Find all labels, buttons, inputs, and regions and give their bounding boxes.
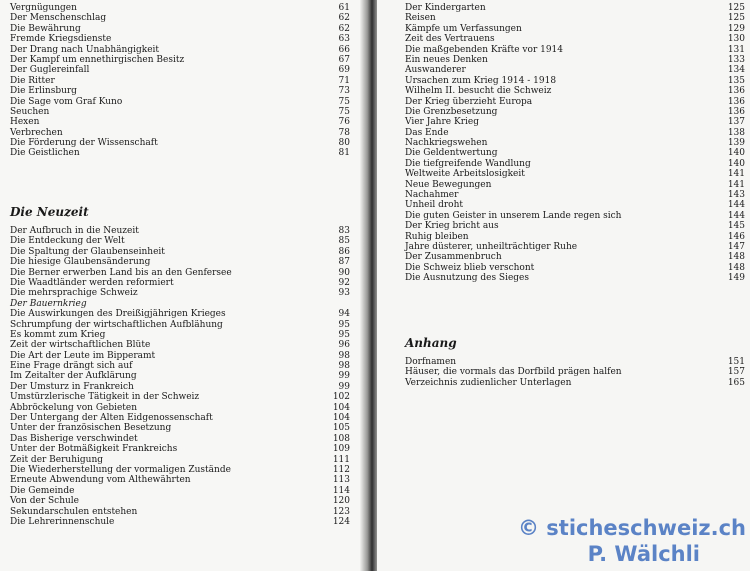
toc-entry xyxy=(405,128,745,138)
right-page xyxy=(377,0,750,571)
toc-entry-page: 67 xyxy=(338,54,350,65)
toc-entry-page: 134 xyxy=(727,65,745,76)
watermark-author: P. Wälchli xyxy=(587,542,700,566)
toc-entry-page: 140 xyxy=(727,148,745,159)
toc-entry-title: Der Drang nach Unabhängigkeit xyxy=(10,44,160,55)
toc-entry-title: Die Ritter xyxy=(10,75,55,86)
toc-entry xyxy=(10,413,350,423)
toc-entry-title: Die Geistlichen xyxy=(10,148,80,159)
toc-entry-title: Die Bewährung xyxy=(10,23,81,34)
toc-entry-title: Der Menschenschlag xyxy=(10,13,107,24)
toc-entry-title: Die Art der Leute im Bipperamt xyxy=(10,350,156,361)
toc-entry xyxy=(10,330,350,340)
toc-entry-title: Verbrechen xyxy=(10,127,63,138)
toc-entry-title: Die Entdeckung der Welt xyxy=(10,236,125,247)
toc-entry-page: 108 xyxy=(332,433,350,444)
toc-entry xyxy=(405,34,745,44)
toc-entry-title: Die Grenzbesetzung xyxy=(405,106,498,117)
toc-entry xyxy=(10,24,350,34)
toc-entry-page: 165 xyxy=(727,377,745,388)
toc-entry-title: Zeit des Vertrauens xyxy=(405,34,495,45)
toc-entry xyxy=(405,221,745,231)
toc-entry-title: Der Untergang der Alten Eidgenossenschaft xyxy=(10,413,213,424)
toc-entry-title: Die Ausnutzung des Sieges xyxy=(405,273,530,284)
toc-entry-title: Die Förderung der Wissenschaft xyxy=(10,138,158,149)
toc-entry-title: Ursachen zum Krieg 1914 - 1918 xyxy=(405,75,557,86)
toc-entry xyxy=(405,367,745,377)
toc-entry-page: 129 xyxy=(727,23,745,34)
toc-entry-page: 148 xyxy=(727,262,745,273)
toc-entry-title: Dorfnamen xyxy=(405,357,457,367)
toc-entry-page: 69 xyxy=(338,65,350,76)
toc-entry-title: Unheil droht xyxy=(405,200,464,211)
toc-entry-title: Unter der französischen Besetzung xyxy=(10,423,172,434)
toc-entry xyxy=(10,517,350,527)
toc-entry xyxy=(10,247,350,257)
toc-entry-page: 104 xyxy=(332,402,350,413)
toc-entry xyxy=(10,403,350,413)
toc-entry-page: 95 xyxy=(338,319,350,330)
toc-entry-page: 112 xyxy=(332,464,350,475)
toc-entry-page: 135 xyxy=(727,75,745,86)
watermark-copyright: © sticheschweiz.ch xyxy=(517,516,746,540)
toc-entry-title: Zeit der Beruhigung xyxy=(10,454,104,465)
toc-entry-page: 145 xyxy=(727,221,745,232)
toc-entry-title: Im Zeitalter der Aufklärung xyxy=(10,371,137,382)
toc-entry xyxy=(10,309,350,319)
toc-entry-page: 94 xyxy=(338,309,350,320)
toc-entry xyxy=(10,65,350,75)
toc-entry-page: 124 xyxy=(332,516,350,527)
toc-entry xyxy=(10,34,350,44)
toc-entry-page: 73 xyxy=(338,86,350,97)
toc-entry-title: Die mehrsprachige Schweiz xyxy=(10,288,138,299)
toc-entry-title: Die Spaltung der Glaubenseinheit xyxy=(10,246,165,257)
toc-entry-page: 109 xyxy=(332,444,350,455)
toc-entry-page: 144 xyxy=(727,210,745,221)
toc-entry-page: 99 xyxy=(338,371,350,382)
toc-entry xyxy=(10,444,350,454)
toc-entry-title: Die Geldentwertung xyxy=(405,148,498,159)
toc-entry-title: Die tiefgreifende Wandlung xyxy=(405,158,531,169)
toc-entry-page: 78 xyxy=(338,127,350,138)
toc-entry-page: 105 xyxy=(332,423,350,434)
toc-entry-page: 123 xyxy=(332,506,350,517)
toc-entry-title: Verzeichnis zudienlicher Unterlagen xyxy=(405,377,572,388)
toc-entry-page: 86 xyxy=(338,246,350,257)
toc-entry-title: Fremde Kriegsdienste xyxy=(10,34,112,45)
toc-list-right-top xyxy=(405,3,745,284)
toc-entry-title: Der Kindergarten xyxy=(405,3,486,13)
toc-list-left-top xyxy=(10,3,350,159)
toc-entry-page: 146 xyxy=(727,231,745,242)
toc-entry-page: 98 xyxy=(338,350,350,361)
toc-entry-title: Zeit der wirtschaftlichen Blüte xyxy=(10,340,151,351)
toc-entry-title: Die Wiederherstellung der vormaligen Zustände xyxy=(10,464,231,475)
toc-entry xyxy=(405,13,745,23)
toc-entry xyxy=(405,86,745,96)
toc-entry-title: Die Berner erwerben Land bis an den Genfersee xyxy=(10,267,232,278)
toc-entry xyxy=(405,148,745,158)
toc-entry-page: 80 xyxy=(338,138,350,149)
toc-entry xyxy=(405,117,745,127)
toc-entry xyxy=(10,257,350,267)
toc-entry-title: Ruhig bleiben xyxy=(405,231,469,242)
toc-entry-page: 87 xyxy=(338,257,350,268)
toc-entry xyxy=(10,3,350,13)
toc-entry-page: 141 xyxy=(727,169,745,180)
toc-entry xyxy=(405,232,745,242)
toc-entry-title: Der Bauernkrieg xyxy=(10,298,87,309)
toc-entry xyxy=(405,55,745,65)
left-page xyxy=(0,0,372,571)
toc-entry-title: Der Krieg überzieht Europa xyxy=(405,96,533,107)
toc-entry xyxy=(405,159,745,169)
toc-entry xyxy=(10,455,350,465)
toc-list-anhang xyxy=(405,357,745,388)
toc-entry-page: 95 xyxy=(338,329,350,340)
toc-entry-page: 141 xyxy=(727,179,745,190)
toc-entry xyxy=(405,138,745,148)
toc-entry-page: 140 xyxy=(727,158,745,169)
toc-entry xyxy=(405,273,745,283)
toc-entry xyxy=(10,351,350,361)
toc-entry xyxy=(10,148,350,158)
toc-entry-title: Weltweite Arbeitslosigkeit xyxy=(405,169,525,180)
toc-entry-title: Der Umsturz in Frankreich xyxy=(10,381,134,392)
toc-entry-title: Die Auswirkungen des Dreißigjährigen Krieges xyxy=(10,309,226,320)
toc-entry-title: Eine Frage drängt sich auf xyxy=(10,361,133,372)
toc-entry xyxy=(10,128,350,138)
toc-entry-page: 93 xyxy=(338,288,350,299)
toc-entry-page: 83 xyxy=(338,226,350,236)
toc-entry-page: 130 xyxy=(727,34,745,45)
toc-entry-title: Die Schweiz blieb verschont xyxy=(405,262,535,273)
toc-entry-page: 62 xyxy=(338,13,350,24)
toc-entry-page: 144 xyxy=(727,200,745,211)
toc-entry-title: Häuser, die vormals das Dorfbild prägen halfen xyxy=(405,367,622,378)
toc-entry xyxy=(10,423,350,433)
toc-entry-title: Seuchen xyxy=(10,106,50,117)
toc-entry-page: 125 xyxy=(727,13,745,24)
toc-entry-page: 113 xyxy=(332,475,350,486)
toc-entry-page: 133 xyxy=(727,54,745,65)
toc-entry xyxy=(10,382,350,392)
toc-entry-page: 66 xyxy=(338,44,350,55)
toc-entry-title: Die guten Geister in unserem Lande regen sich xyxy=(405,210,622,221)
toc-entry-title: Sekundarschulen entstehen xyxy=(10,506,138,517)
toc-entry xyxy=(10,392,350,402)
toc-entry xyxy=(10,86,350,96)
toc-entry-page: 136 xyxy=(727,106,745,117)
toc-entry-page: 151 xyxy=(727,357,745,367)
toc-entry-page: 136 xyxy=(727,96,745,107)
toc-entry xyxy=(405,211,745,221)
toc-entry-title: Erneute Abwendung vom Althewährten xyxy=(10,475,191,486)
toc-entry-title: Neue Bewegungen xyxy=(405,179,492,190)
toc-entry-title: Die hiesige Glaubensänderung xyxy=(10,257,151,268)
toc-entry xyxy=(405,65,745,75)
toc-entry xyxy=(10,507,350,517)
toc-entry xyxy=(10,320,350,330)
toc-entry-page: 75 xyxy=(338,96,350,107)
toc-entry xyxy=(10,465,350,475)
toc-entry xyxy=(405,45,745,55)
toc-entry-page: 96 xyxy=(338,340,350,351)
toc-entry xyxy=(10,107,350,117)
toc-entry xyxy=(10,76,350,86)
toc-entry-title: Auswanderer xyxy=(405,65,466,76)
toc-entry-page: 114 xyxy=(332,485,350,496)
toc-entry xyxy=(10,138,350,148)
toc-entry-title: Unter der Botmäßigkeit Frankreichs xyxy=(10,444,178,455)
toc-entry xyxy=(10,288,350,298)
toc-entry-page: 90 xyxy=(338,267,350,278)
toc-entry xyxy=(405,242,745,252)
toc-entry xyxy=(10,236,350,246)
toc-entry-title: Umstürzlerische Tätigkeit in der Schweiz xyxy=(10,392,200,403)
toc-entry xyxy=(10,13,350,23)
toc-list-neuzeit xyxy=(10,226,350,527)
toc-entry-page: 157 xyxy=(727,367,745,378)
toc-entry xyxy=(405,190,745,200)
toc-entry-title: Kämpfe um Verfassungen xyxy=(405,23,522,34)
toc-entry xyxy=(405,263,745,273)
toc-entry-title: Abbröckelung von Gebieten xyxy=(10,402,138,413)
toc-entry-title: Nachkriegswehen xyxy=(405,138,488,149)
toc-entry-title: Der Zusammenbruch xyxy=(405,252,502,263)
toc-entry-title: Reisen xyxy=(405,13,436,24)
toc-entry-title: Der Kampf um ennethirgischen Besitz xyxy=(10,54,185,65)
toc-entry-title: Es kommt zum Krieg xyxy=(10,329,106,340)
toc-entry-page: 62 xyxy=(338,23,350,34)
toc-entry-page: 149 xyxy=(727,273,745,284)
section-heading-anhang: Anhang xyxy=(405,336,457,350)
toc-entry-title: Schrumpfung der wirtschaftlichen Aufblähung xyxy=(10,319,223,330)
toc-entry xyxy=(10,268,350,278)
toc-entry xyxy=(10,55,350,65)
toc-entry-title: Vergnügungen xyxy=(10,3,77,13)
toc-entry-title: Der Krieg bricht aus xyxy=(405,221,499,232)
toc-entry xyxy=(405,200,745,210)
toc-entry xyxy=(405,252,745,262)
toc-entry-title: Hexen xyxy=(10,117,40,128)
toc-entry xyxy=(10,299,350,309)
toc-entry-page: 148 xyxy=(727,252,745,263)
toc-entry-page: 61 xyxy=(338,3,350,13)
toc-entry-page: 138 xyxy=(727,127,745,138)
toc-entry xyxy=(10,278,350,288)
toc-entry xyxy=(10,475,350,485)
toc-entry-page: 120 xyxy=(332,496,350,507)
toc-entry xyxy=(405,107,745,117)
toc-entry-title: Das Bisherige verschwindet xyxy=(10,433,138,444)
toc-entry xyxy=(405,169,745,179)
toc-entry xyxy=(405,3,745,13)
toc-entry xyxy=(10,117,350,127)
toc-entry-page: 81 xyxy=(338,148,350,159)
toc-entry xyxy=(405,76,745,86)
toc-entry xyxy=(405,97,745,107)
toc-entry-title: Die maßgebenden Kräfte vor 1914 xyxy=(405,44,564,55)
toc-entry xyxy=(10,361,350,371)
toc-entry-page: 92 xyxy=(338,277,350,288)
toc-entry-page: 104 xyxy=(332,413,350,424)
toc-entry xyxy=(405,24,745,34)
toc-entry-page: 136 xyxy=(727,86,745,97)
toc-entry xyxy=(405,378,745,388)
toc-entry xyxy=(10,97,350,107)
toc-entry-title: Die Erlinsburg xyxy=(10,86,77,97)
toc-entry-title: Nachahmer xyxy=(405,190,459,201)
toc-entry-page: 98 xyxy=(338,361,350,372)
toc-entry-title: Von der Schule xyxy=(10,496,80,507)
toc-entry-page: 131 xyxy=(727,44,745,55)
toc-entry-title: Jahre düsterer, unheilträchtiger Ruhe xyxy=(405,241,578,252)
toc-entry-title: Vier Jahre Krieg xyxy=(405,117,479,128)
toc-entry xyxy=(10,434,350,444)
toc-entry-page: 85 xyxy=(338,236,350,247)
toc-entry-title: Das Ende xyxy=(405,127,449,138)
toc-entry-page: 102 xyxy=(332,392,350,403)
toc-entry-page: 137 xyxy=(727,117,745,128)
toc-entry-page: 147 xyxy=(727,241,745,252)
toc-entry-page: 63 xyxy=(338,34,350,45)
toc-entry-page: 71 xyxy=(338,75,350,86)
toc-entry-title: Der Aufbruch in die Neuzeit xyxy=(10,226,139,236)
toc-entry xyxy=(10,486,350,496)
toc-entry-page: 139 xyxy=(727,138,745,149)
toc-entry xyxy=(405,357,745,367)
toc-entry-title: Die Waadtländer werden reformiert xyxy=(10,277,174,288)
toc-entry xyxy=(10,226,350,236)
toc-entry-page: 76 xyxy=(338,117,350,128)
toc-entry xyxy=(10,371,350,381)
toc-entry-page: 75 xyxy=(338,106,350,117)
section-heading-neuzeit: Die Neuzeit xyxy=(10,205,89,219)
toc-entry xyxy=(10,340,350,350)
toc-entry-page: 111 xyxy=(332,454,350,465)
toc-entry-page: 99 xyxy=(338,381,350,392)
toc-entry-title: Die Sage vom Graf Kuno xyxy=(10,96,123,107)
toc-entry-title: Wilhelm II. besucht die Schweiz xyxy=(405,86,552,97)
toc-entry-title: Die Lehrerinnenschule xyxy=(10,516,115,527)
toc-entry xyxy=(10,45,350,55)
toc-entry-title: Die Gemeinde xyxy=(10,485,75,496)
toc-entry xyxy=(10,496,350,506)
toc-entry-page: 125 xyxy=(727,3,745,13)
toc-entry-title: Ein neues Denken xyxy=(405,54,488,65)
toc-entry-page: 143 xyxy=(727,190,745,201)
toc-entry xyxy=(405,180,745,190)
toc-entry-title: Der Guglereinfall xyxy=(10,65,90,76)
